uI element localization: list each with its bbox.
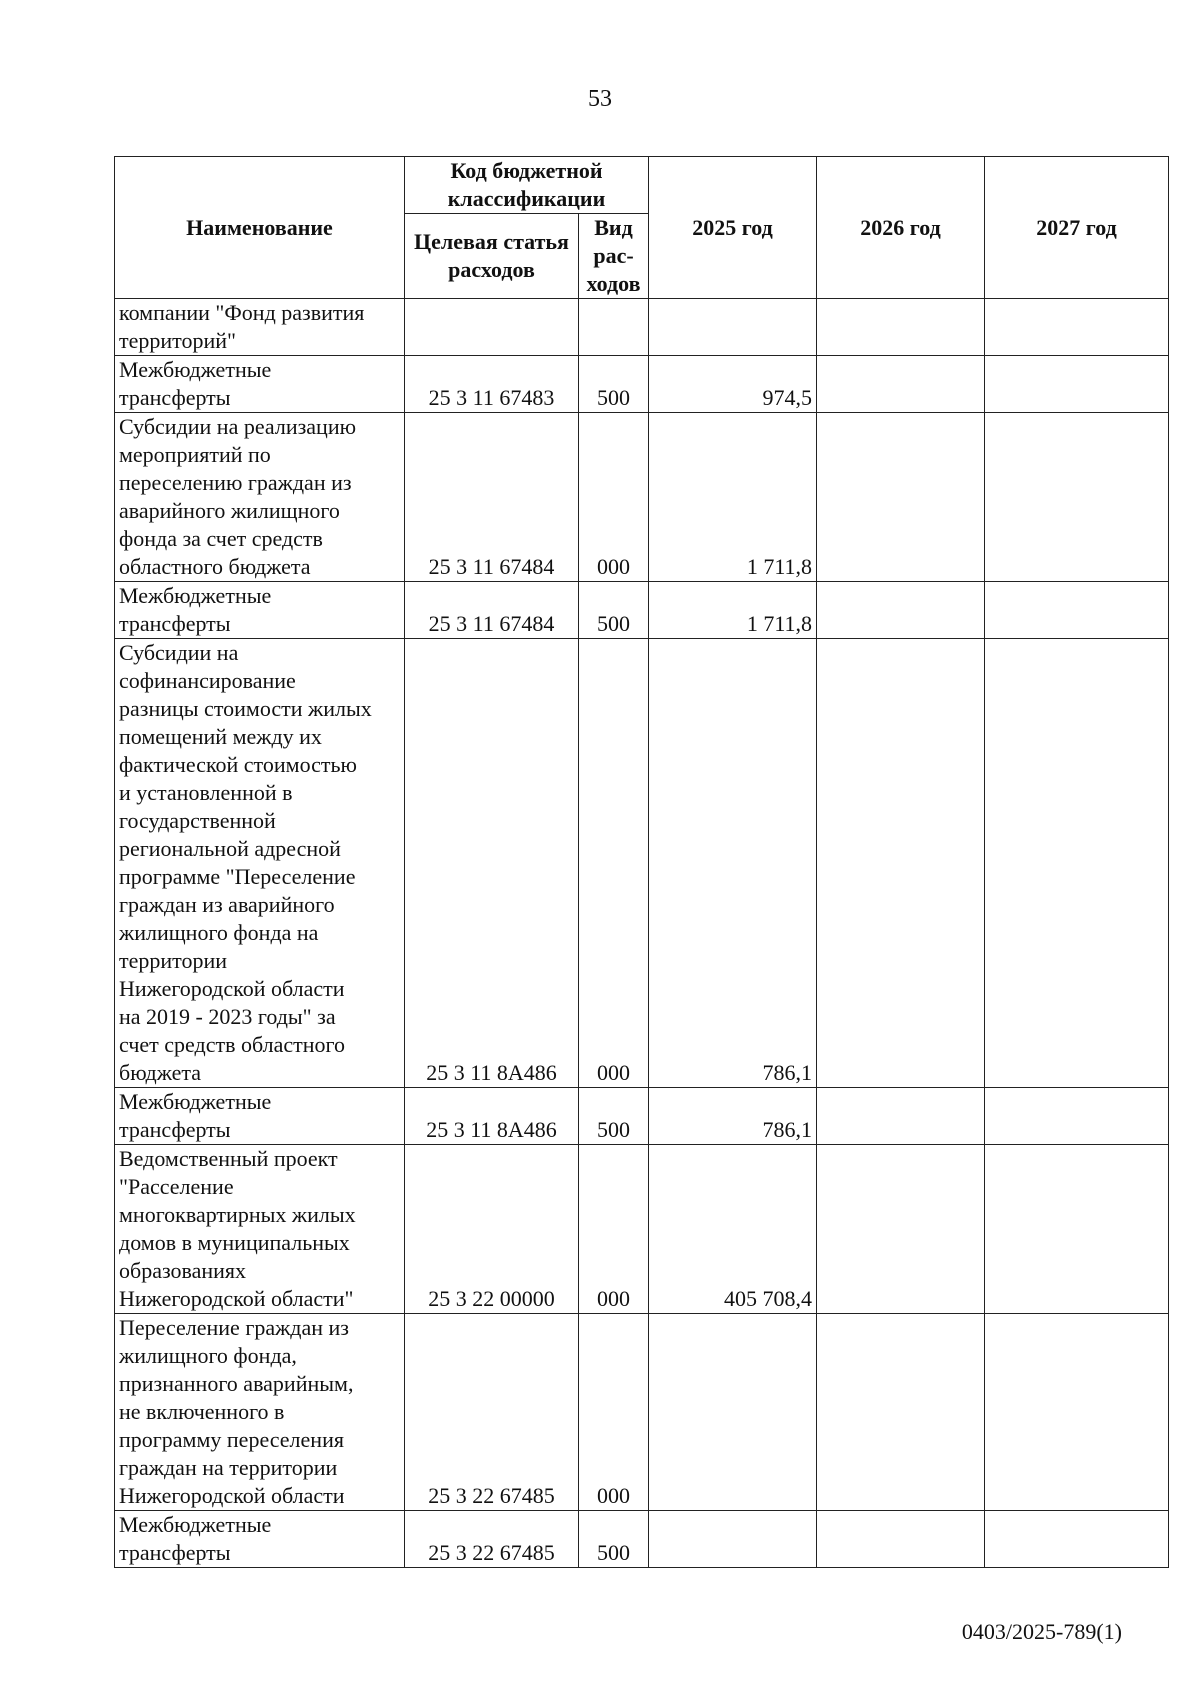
row-name: Межбюджетные трансферты bbox=[115, 1511, 405, 1568]
row-expense-type: 500 bbox=[579, 1088, 649, 1145]
row-expense-type bbox=[579, 299, 649, 356]
header-2025: 2025 год bbox=[649, 157, 817, 299]
header-2026: 2026 год bbox=[817, 157, 985, 299]
header-name: Наименование bbox=[115, 157, 405, 299]
table-row bbox=[115, 356, 1169, 413]
table-row bbox=[115, 1145, 1169, 1314]
row-value-2026 bbox=[817, 299, 985, 356]
table-row bbox=[115, 1088, 1169, 1145]
table-row bbox=[115, 413, 1169, 582]
row-target-article: 25 3 11 67483 bbox=[405, 356, 579, 413]
budget-table bbox=[114, 156, 1169, 1568]
row-target-article: 25 3 11 8А486 bbox=[405, 1088, 579, 1145]
row-value-2027 bbox=[985, 582, 1169, 639]
row-target-article bbox=[405, 299, 579, 356]
row-name: Переселение граждан из жилищного фонда, признанного аварийным, не включенного в программу переселения граждан на территории Нижегородской области bbox=[115, 1314, 405, 1511]
header-expense-type: Вид рас-ходов bbox=[579, 214, 649, 299]
table-row bbox=[115, 582, 1169, 639]
table-row bbox=[115, 1314, 1169, 1511]
row-target-article: 25 3 11 8А486 bbox=[405, 639, 579, 1088]
row-value-2026 bbox=[817, 1314, 985, 1511]
header-2027: 2027 год bbox=[985, 157, 1169, 299]
row-value-2026 bbox=[817, 413, 985, 582]
page-number: 53 bbox=[588, 86, 612, 112]
row-expense-type: 500 bbox=[579, 356, 649, 413]
table-row bbox=[115, 639, 1169, 1088]
row-name: Межбюджетные трансферты bbox=[115, 356, 405, 413]
header-target-article: Целевая статья расходов bbox=[405, 214, 579, 299]
table-row bbox=[115, 299, 1169, 356]
row-value-2025 bbox=[649, 1511, 817, 1568]
row-expense-type: 500 bbox=[579, 1511, 649, 1568]
row-target-article: 25 3 22 00000 bbox=[405, 1145, 579, 1314]
row-value-2026 bbox=[817, 639, 985, 1088]
row-value-2027 bbox=[985, 299, 1169, 356]
row-value-2027 bbox=[985, 356, 1169, 413]
row-value-2026 bbox=[817, 1145, 985, 1314]
row-target-article: 25 3 22 67485 bbox=[405, 1314, 579, 1511]
row-value-2025: 974,5 bbox=[649, 356, 817, 413]
row-value-2026 bbox=[817, 1511, 985, 1568]
row-value-2027 bbox=[985, 639, 1169, 1088]
row-value-2025: 786,1 bbox=[649, 639, 817, 1088]
row-target-article: 25 3 11 67484 bbox=[405, 413, 579, 582]
row-name: Ведомственный проект "Расселение многоквартирных жилых домов в муниципальных образованиях Нижегородской области" bbox=[115, 1145, 405, 1314]
row-value-2025: 1 711,8 bbox=[649, 413, 817, 582]
row-name: Межбюджетные трансферты bbox=[115, 582, 405, 639]
table-body bbox=[115, 299, 1169, 1568]
row-value-2025: 405 708,4 bbox=[649, 1145, 817, 1314]
row-value-2025: 1 711,8 bbox=[649, 582, 817, 639]
row-value-2026 bbox=[817, 356, 985, 413]
row-target-article: 25 3 22 67485 bbox=[405, 1511, 579, 1568]
row-expense-type: 000 bbox=[579, 639, 649, 1088]
document-code: 0403/2025-789(1) bbox=[961, 1619, 1122, 1644]
table-row bbox=[115, 1511, 1169, 1568]
row-value-2027 bbox=[985, 413, 1169, 582]
row-value-2026 bbox=[817, 1088, 985, 1145]
row-name: компании "Фонд развития территорий" bbox=[115, 299, 405, 356]
row-value-2025 bbox=[649, 1314, 817, 1511]
header-code-group: Код бюджетной классификации bbox=[405, 157, 649, 214]
row-value-2025: 786,1 bbox=[649, 1088, 817, 1145]
row-expense-type: 000 bbox=[579, 413, 649, 582]
row-expense-type: 500 bbox=[579, 582, 649, 639]
row-value-2025 bbox=[649, 299, 817, 356]
header-row-top bbox=[115, 157, 1169, 214]
row-value-2027 bbox=[985, 1314, 1169, 1511]
row-name: Субсидии на реализацию мероприятий по переселению граждан из аварийного жилищного фонда за счет средств областного бюджета bbox=[115, 413, 405, 582]
row-value-2026 bbox=[817, 582, 985, 639]
row-target-article: 25 3 11 67484 bbox=[405, 582, 579, 639]
row-expense-type: 000 bbox=[579, 1314, 649, 1511]
row-name: Субсидии на софинансирование разницы стоимости жилых помещений между их фактической стоимостью и установленной в государственной региональной адресной программе "Переселение граждан из аварийного жилищного фонда на территории Нижегородской области на 2019 - 2023 годы" за счет средств областного бюджета bbox=[115, 639, 405, 1088]
row-value-2027 bbox=[985, 1088, 1169, 1145]
row-name: Межбюджетные трансферты bbox=[115, 1088, 405, 1145]
row-value-2027 bbox=[985, 1511, 1169, 1568]
row-expense-type: 000 bbox=[579, 1145, 649, 1314]
row-value-2027 bbox=[985, 1145, 1169, 1314]
